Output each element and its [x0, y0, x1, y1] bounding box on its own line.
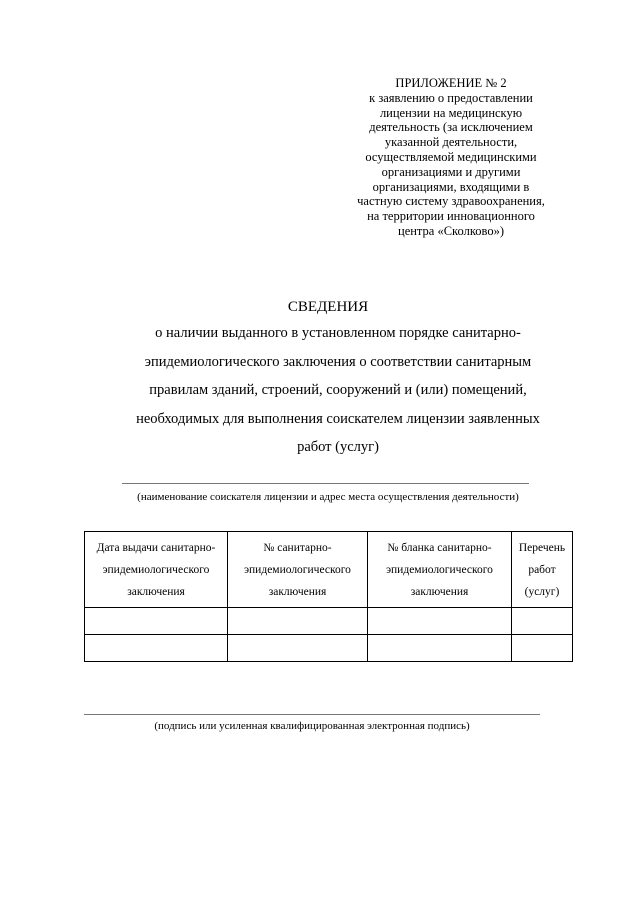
- conclusions-table: [84, 531, 573, 662]
- applicant-caption: (наименование соискателя лицензии и адрес места осуществления деятельности): [137, 491, 519, 503]
- header-conclusion-number: № санитарно- эпидемиологического заключения: [228, 532, 368, 608]
- appendix-line: организациями и другими: [381, 164, 521, 179]
- table-row: [85, 635, 573, 662]
- table-row: [85, 608, 573, 635]
- appendix-line: центра «Сколково»): [398, 223, 504, 238]
- header-issue-date: Дата выдачи санитарно- эпидемиологического заключения: [85, 532, 228, 608]
- header-works-list: Перечень работ (услуг): [512, 532, 573, 608]
- signature-caption: (подпись или усиленная квалифицированная электронная подпись): [154, 720, 470, 732]
- appendix-title: ПРИЛОЖЕНИЕ № 2: [395, 76, 507, 90]
- subject-line: работ (услуг): [297, 439, 379, 455]
- subject-line: эпидемиологического заключения о соответствии санитарным: [144, 353, 532, 370]
- appendix-block: [340, 76, 562, 239]
- appendix-line: осуществляемой медицинскими: [365, 149, 537, 164]
- appendix-line: деятельность (за исключением: [369, 120, 533, 135]
- appendix-line: указанной деятельности,: [384, 135, 518, 150]
- applicant-fill-line[interactable]: [122, 483, 529, 484]
- subject-line: о наличии выданного в установленном порядке санитарно-: [155, 325, 521, 341]
- header-form-number: № бланка санитарно- эпидемиологического заключения: [368, 532, 512, 608]
- appendix-line: лицензии на медицинскую: [379, 105, 523, 120]
- table-cell[interactable]: [228, 608, 368, 635]
- appendix-line: частную систему здравоохранения,: [357, 194, 545, 209]
- table-cell[interactable]: [85, 608, 228, 635]
- subject-line: необходимых для выполнения соискателем лицензии заявленных: [136, 410, 540, 427]
- table-cell[interactable]: [512, 635, 573, 662]
- appendix-line: организациями, входящими в: [372, 179, 530, 194]
- table-header-row: [85, 532, 573, 608]
- document-subject: [110, 319, 566, 462]
- appendix-line: к заявлению о предоставлении: [369, 90, 533, 105]
- table-cell[interactable]: [228, 635, 368, 662]
- table-cell[interactable]: [512, 608, 573, 635]
- table-cell[interactable]: [85, 635, 228, 662]
- document-title: СВЕДЕНИЯ: [287, 299, 369, 315]
- table-cell[interactable]: [368, 635, 512, 662]
- signature-fill-line[interactable]: [84, 714, 540, 715]
- appendix-line: на территории инновационного: [367, 209, 535, 224]
- subject-line: правилам зданий, строений, сооружений и (или) помещений,: [149, 382, 527, 398]
- table-cell[interactable]: [368, 608, 512, 635]
